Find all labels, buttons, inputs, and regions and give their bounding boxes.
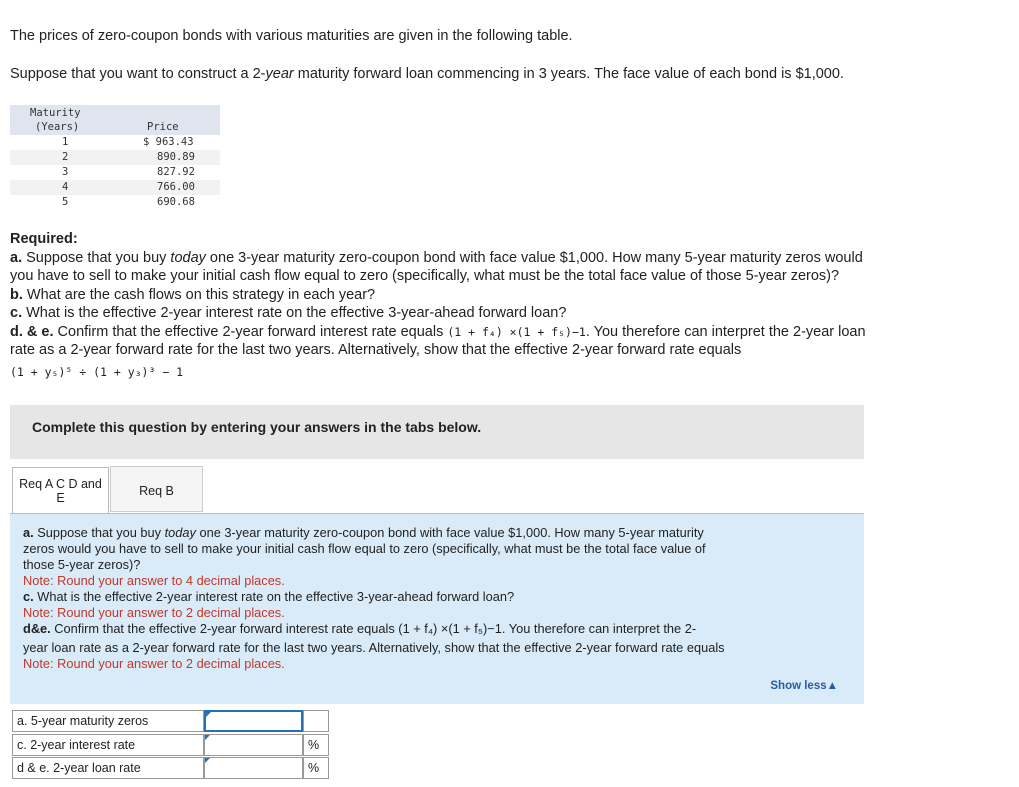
intro-italic: year: [265, 66, 294, 82]
panel-text: Confirm that the effective 2-year forward interest rate equals (1 + f₄) ×(1 + f₅)−1. You therefore can interpret the 2-: [50, 621, 697, 636]
req-text: What is the effective 2-year interest rate on the effective 3-year-ahead forward loan?: [22, 305, 567, 321]
req-text: rate as a 2-year forward rate for the last two years. Alternatively, show that the effective 2-year forward rate equals: [10, 342, 742, 358]
panel-c-label: c.: [23, 589, 34, 604]
req-text: one 3-year maturity zero-coupon bond with face value $1,000. How many 5-year maturity zeros would: [205, 249, 863, 266]
intro-line-2: [10, 66, 844, 82]
panel-text: zeros would you have to sell to make your initial cash flow equal to zero (specifically, what must be the total face value of: [23, 541, 706, 556]
tab-label: E: [56, 491, 65, 505]
panel-de-label: d&e.: [23, 621, 51, 636]
req-c-label: c.: [10, 305, 23, 321]
req-text: . You therefore can interpret the 2-year loan: [585, 323, 866, 340]
answer-unit: %: [303, 757, 329, 779]
required-title: Required:: [10, 231, 78, 247]
req-italic: today: [170, 249, 206, 266]
intro-text: Suppose that you want to construct a 2-: [10, 66, 266, 82]
question-panel: [10, 513, 864, 704]
panel-text: What is the effective 2-year interest rate on the effective 3-year-ahead forward loan?: [33, 589, 515, 604]
req-text: Confirm that the effective 2-year forward interest rate equals: [53, 323, 448, 340]
answer-input-interest-rate[interactable]: [204, 734, 303, 756]
panel-text: year loan rate as a 2-year forward rate for the last two years. Alternatively, show that the effective 2-year forward rate equals: [23, 640, 725, 655]
instruction-banner: [10, 405, 864, 459]
table-cell-price: 690.68: [157, 196, 195, 208]
formula-yield: (1 + y₅)⁵ ÷ (1 + y₃)³ − 1: [10, 364, 184, 379]
answer-label: a. 5-year maturity zeros: [12, 710, 204, 732]
show-less-link[interactable]: Show less▲: [770, 680, 838, 692]
rounding-note: Note: Round your answer to 2 decimal places.: [23, 656, 285, 671]
rounding-note: Note: Round your answer to 2 decimal places.: [23, 605, 285, 620]
table-cell-price: 766.00: [157, 181, 195, 193]
panel-text: those 5-year zeros)?: [23, 557, 141, 572]
table-cell-maturity: 5: [62, 196, 69, 208]
col-header-maturity: Maturity: [30, 107, 81, 119]
banner-text: Complete this question by entering your answers in the tabs below.: [32, 419, 482, 435]
table-cell-maturity: 1: [62, 136, 69, 148]
rounding-note: Note: Round your answer to 4 decimal places.: [23, 573, 285, 588]
table-cell-maturity: 4: [62, 181, 69, 193]
required-section: [10, 230, 1000, 381]
answer-label: c. 2-year interest rate: [12, 734, 204, 756]
table-cell-maturity: 2: [62, 151, 69, 163]
panel-italic: today: [164, 525, 196, 540]
table-cell-price: 890.89: [157, 151, 195, 163]
input-marker-icon: [206, 712, 211, 717]
answer-label: d & e. 2-year loan rate: [12, 757, 204, 779]
req-text: Suppose that you buy: [22, 249, 171, 266]
table-cell-price: 827.92: [157, 166, 195, 178]
req-a-label: a.: [10, 249, 23, 266]
tab-label: Req A C D and: [19, 477, 102, 491]
tab-req-acde[interactable]: [12, 467, 109, 513]
req-de-label: d. & e.: [10, 323, 54, 340]
table-cell-price: $ 963.43: [143, 136, 194, 148]
answer-input-zeros[interactable]: [204, 710, 303, 732]
intro-line-1: The prices of zero-coupon bonds with various maturities are given in the following table.: [10, 28, 573, 44]
panel-text: Suppose that you buy: [33, 525, 165, 540]
tab-label: Req B: [139, 484, 174, 498]
col-header-years: (Years): [35, 121, 80, 133]
input-marker-icon: [205, 758, 210, 763]
req-text: What are the cash flows on this strategy in each year?: [22, 286, 376, 303]
input-marker-icon: [205, 735, 210, 740]
panel-a-label: a.: [23, 525, 34, 540]
req-text: you have to sell to make your initial cash flow equal to zero (specifically, what must be the total face value of those 5-year zeros)?: [10, 268, 840, 284]
formula-forward: (1 + f₄) ×(1 + f₅)−1: [447, 324, 586, 339]
tab-req-b[interactable]: [110, 466, 203, 512]
answer-input-loan-rate[interactable]: [204, 757, 303, 779]
panel-text: one 3-year maturity zero-coupon bond with face value $1,000. How many 5-year maturity: [195, 525, 704, 540]
col-header-price: Price: [147, 121, 179, 133]
table-cell-maturity: 3: [62, 166, 69, 178]
answer-unit: %: [303, 734, 329, 756]
answer-unit: [303, 710, 329, 732]
intro-text: maturity forward loan commencing in 3 years. The face value of each bond is $1,000.: [293, 66, 844, 82]
req-b-label: b.: [10, 286, 23, 303]
